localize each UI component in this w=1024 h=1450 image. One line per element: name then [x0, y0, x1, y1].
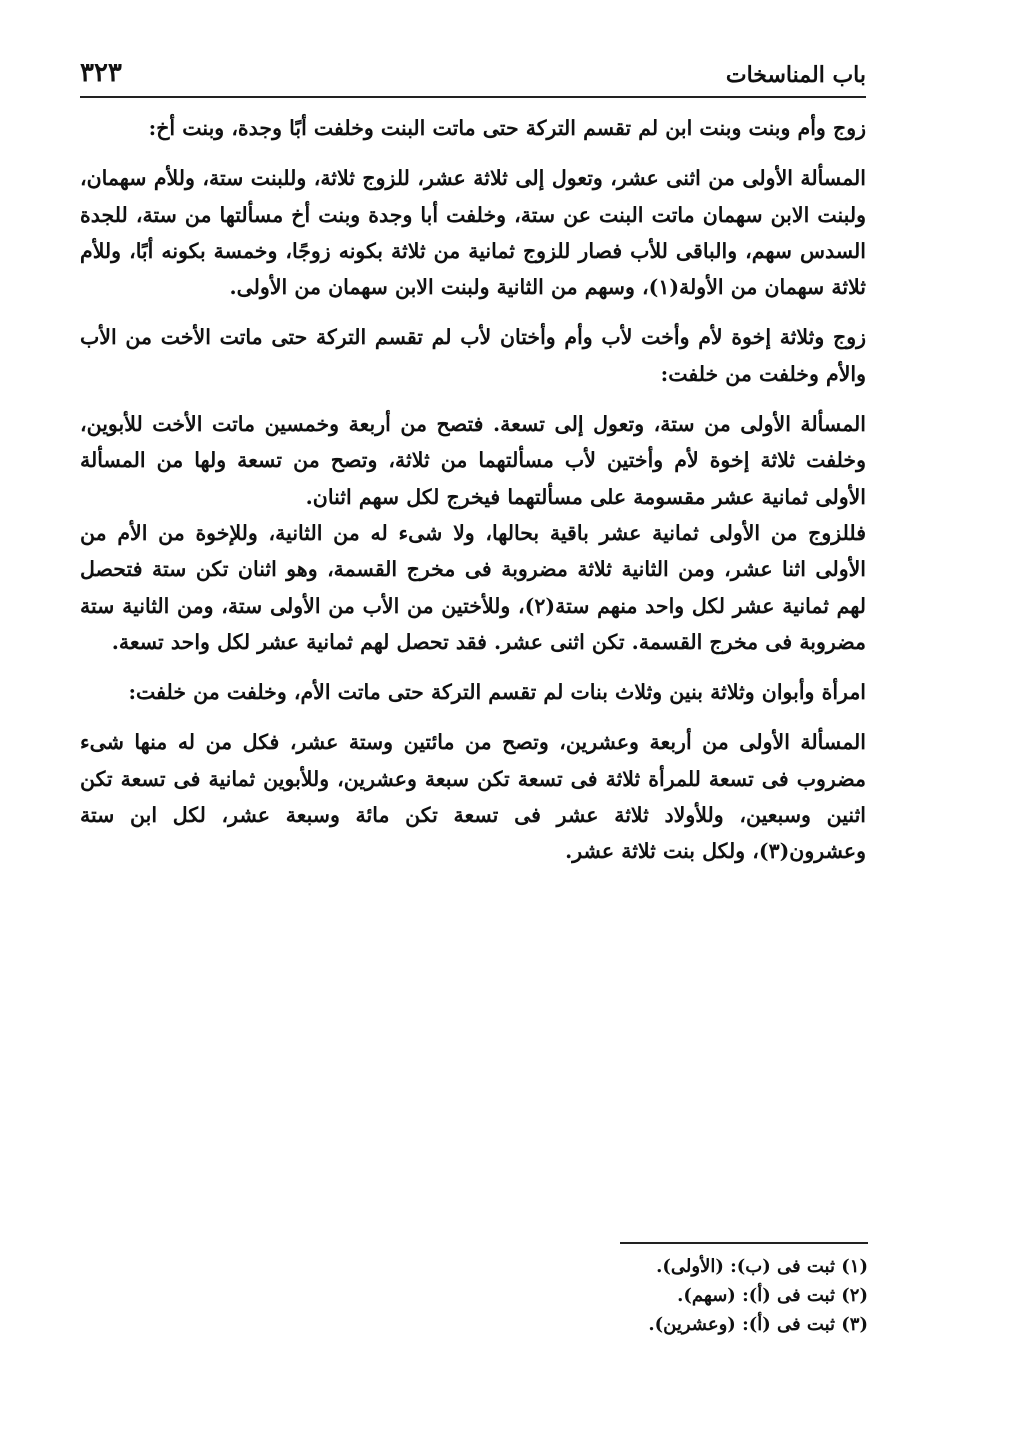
footnotes [620, 1242, 868, 1339]
footnote-1: (١) ثبت فى (ب): (الأولى). [656, 1256, 868, 1277]
footnote-2: (٢) ثبت فى (أ): (سهم). [677, 1285, 868, 1306]
paragraph-solution-2: المسألة الأولى من ستة، وتعول إلى تسعة. فتصح من أربعة وخمسين ماتت الأخت للأبوين، وخلفت ثلاثة إخوة لأم وأختين لأب مسألتهما من ثلاثة، وتصح من تسعة ولها من المسألة الأولى ثمانية عشر مقسومة على مسألتهما فيخرج لكل سهم اثنان. [80, 412, 866, 509]
paragraph-case-1: زوج وأم وبنت وبنت ابن لم تقسم التركة حتى ماتت البنت وخلفت أبًا وجدة، وبنت أخ: [148, 116, 866, 140]
footnote-3: (٣) ثبت فى (أ): (وعشرين). [648, 1314, 868, 1335]
running-header [80, 58, 866, 98]
chapter-title: باب المناسخات [725, 62, 866, 88]
paragraph-case-3: امرأة وأبوان وثلاثة بنين وثلاث بنات لم تقسم التركة حتى ماتت الأم، وخلفت من خلفت: [128, 680, 866, 705]
paragraph-solution-3: المسألة الأولى من أربعة وعشرين، وتصح من مائتين وستة عشر، فكل من له منها شىء مضروب فى تسعة للمرأة ثلاثة فى تسعة تكن سبعة وعشرين، وللأبوين ثمانية فى تسعة تكن اثنين وسبعين، وللأولاد ثلاثة عشر فى تسعة تكن مائة وسبعة عشر، لكل ابن ستة وعشرون(٣)، ولكل بنت ثلاثة عشر. [80, 730, 866, 864]
main-text [80, 110, 866, 870]
paragraph-solution-2-continued: فللزوج من الأولى ثمانية عشر باقية بحالها، ولا شىء له من الثانية، وللإخوة من الأم من الأولى اثنا عشر، ومن الثانية ثلاثة مضروبة فى مخرج القسمة، وهو اثنان تكن ستة فتحصل لهم ثمانية عشر لكل واحد منهم ستة(٢)، وللأختين من الأب من الأولى ستة، ومن الثانية ستة مضروبة فى مخرج القسمة. تكن اثنى عشر. فقد تحصل لهم ثمانية عشر لكل واحد تسعة. [80, 520, 866, 654]
paragraph-case-2: زوج وثلاثة إخوة لأم وأخت لأب وأم وأختان لأب لم تقسم التركة حتى ماتت الأخت من الأب والأم وخلفت من خلفت: [80, 325, 866, 386]
page-number: ٣٢٣ [80, 58, 122, 88]
paragraph-solution-1: المسألة الأولى من اثنى عشر، وتعول إلى ثلاثة عشر، للزوج ثلاثة، وللبنت ستة، وللأم سهمان، ولبنت الابن سهمان ماتت البنت عن ستة، وخلفت أبا وجدة وبنت أخ مسألتها من ستة، للجدة السدس سهم، والباقى للأب فصار للزوج ثمانية من ثلاثة بكونه زوجًا، وخمسة بكونه أبًا، وللأم ثلاثة سهمان من الأولة(١)، وسهم من الثانية ولبنت الابن سهمان من الأولى. [80, 166, 866, 300]
book-page [80, 58, 866, 884]
